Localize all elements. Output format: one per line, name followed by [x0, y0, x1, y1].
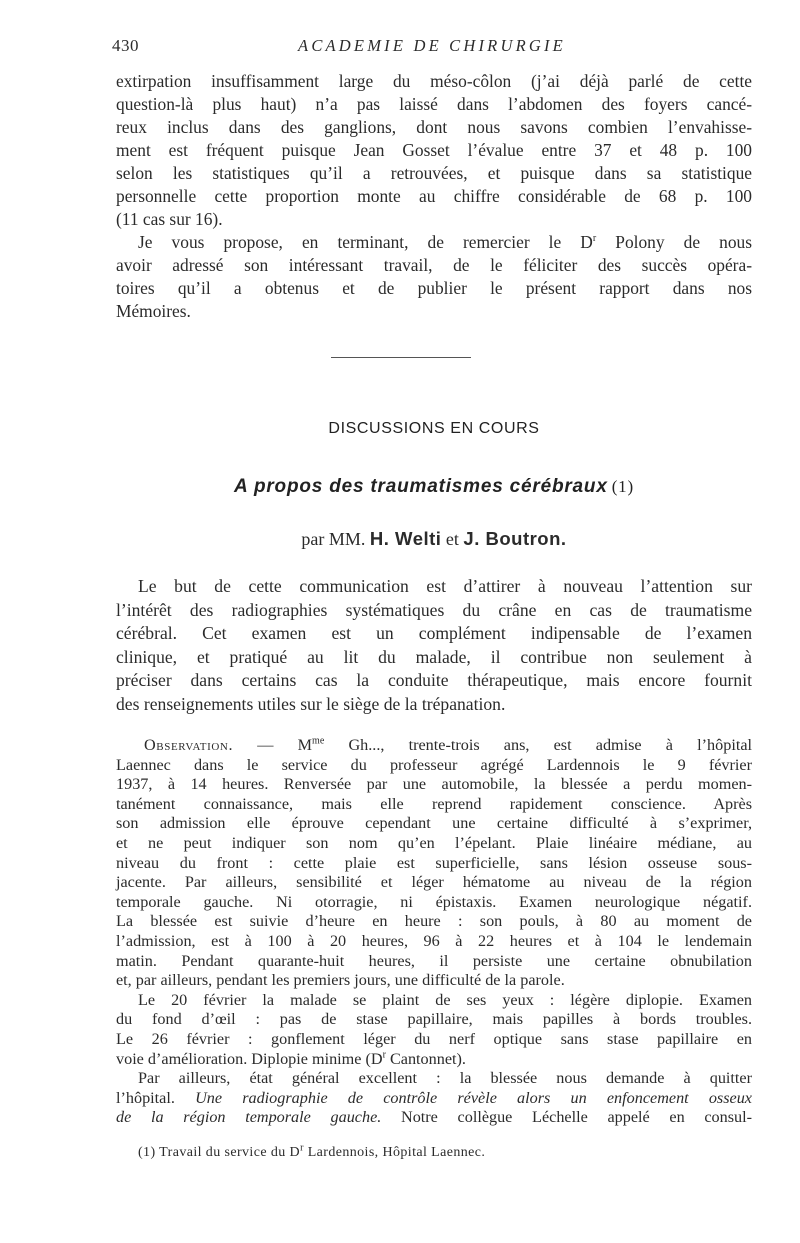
text-line: question-là plus haut) n’a pas laissé dans l’abdomen des foyers cancé- [116, 94, 752, 114]
text-fragment: Gh..., trente-trois ans, est admise à l’hôpital [324, 736, 752, 754]
observation-block [116, 736, 752, 1128]
text-line [116, 1108, 752, 1128]
text-line: niveau du front : cette plaie est superficielle, sans lésion osseuse sous- [116, 853, 752, 872]
text-line: jacente. Par ailleurs, sensibilité et léger hématome au niveau de la région [116, 873, 752, 892]
journal-title: ACADEMIE DE CHIRURGIE [298, 36, 566, 55]
intro-paragraph [116, 575, 752, 716]
text-line: Le 26 février : gonflement léger du nerf optique sans stase papillaire en [116, 1029, 752, 1048]
text-line: extirpation insuffisamment large du méso-côlon (j’ai déjà parlé de cette [116, 71, 752, 91]
text-line: Le 20 février la malade se plaint de ses yeux : légère diplopie. Examen [138, 990, 752, 1009]
text-line: selon les statistiques qu’il a retrouvées, et puisque dans sa statistique [116, 163, 752, 183]
text-line: clinique, et pratiqué au lit du malade, il contribue non seulement à [116, 646, 752, 667]
text-line: l’admission, est à 100 à 20 heures, 96 à 22 heures et à 104 le lendemain [116, 931, 752, 950]
text-line: reux inclus dans des ganglions, dont nous savons combien l’envahisse- [116, 117, 752, 137]
text-line: et ne peut indiquer son nom qu’en l’épelant. Plaie linéaire médiane, au [116, 833, 752, 852]
text-fragment: Lardennois, Hôpital Laennec. [303, 1145, 486, 1160]
text-line: La blessée est suivie d’heure en heure : son pouls, à 80 au moment de [116, 912, 752, 931]
superscript: r [382, 1049, 386, 1061]
closing-paragraph [116, 231, 752, 323]
text-line: tanément connaissance, mais elle reprend rapidement conscience. Après [116, 794, 752, 813]
article-authors [116, 528, 752, 550]
text-line: l’intérêt des radiographies systématiques du crâne en cas de traumatisme [116, 599, 752, 620]
footnote-marker: (1) [611, 477, 634, 496]
observation-paragraph [116, 991, 752, 1069]
article-title [116, 476, 752, 498]
text-line: préciser dans certains cas la conduite thérapeutique, mais encore fournit [116, 670, 752, 690]
text-line: Par ailleurs, état général excellent : la blessée nous demande à quitter [138, 1069, 752, 1088]
intro-block [116, 575, 752, 716]
running-head [112, 36, 752, 58]
text-fragment: Cantonnet). [385, 1049, 466, 1068]
text-line: (11 cas sur 16). [116, 209, 223, 229]
author-name: H. Welti [369, 528, 442, 549]
observation-paragraph [116, 1069, 752, 1128]
superscript: r [300, 1142, 304, 1154]
observation-label: Observation. [144, 736, 234, 754]
section-heading: DISCUSSIONS EN COURS [328, 420, 540, 437]
text-line: 1937, à 14 heures. Renversée par une automobile, la blessée a perdu momen- [116, 775, 752, 794]
text-line: Laennec dans le service du professeur agrégé Lardennois le 9 février [116, 755, 752, 774]
text-fragment: Polony de nous [596, 232, 752, 252]
text-line: des renseignements utiles sur le siège de la trépanation. [116, 693, 506, 714]
text-fragment: l’hôpital. [116, 1088, 196, 1107]
article-title-text: A propos des traumatismes cérébraux [234, 476, 608, 497]
italic-text: de la région temporale gauche. [116, 1108, 382, 1127]
text-line: Mémoires. [116, 301, 191, 321]
text-line [116, 1050, 752, 1070]
text-fragment: voie d’amélioration. Diplopie minime (D [116, 1049, 383, 1068]
author-name: J. Boutron. [463, 528, 567, 549]
authors-prefix: par MM. [301, 529, 366, 549]
text-line: avoir adressé son intéressant travail, de le féliciter des succès opéra- [116, 255, 752, 275]
footnote [138, 1142, 758, 1161]
text-line [116, 1089, 752, 1109]
text-line: Le but de cette communication est d’attirer à nouveau l’attention sur [138, 576, 752, 596]
text-line [116, 736, 752, 756]
text-fragment: — M [233, 736, 313, 754]
page-number: 430 [112, 36, 139, 55]
footnote-marker: (1) [138, 1145, 156, 1160]
text-line: toires qu’il a obtenus et de publier le présent rapport dans nos [116, 278, 752, 298]
text-line: temporale gauche. Ni otorragie, ni épistaxis. Examen neurologique négatif. [116, 892, 752, 911]
text-line: personnelle cette proportion monte au chiffre considérable de 68 p. 100 [116, 186, 752, 206]
authors-joiner: et [445, 529, 459, 549]
text-fragment: Je vous propose, en terminant, de remercier le D [138, 232, 593, 252]
observation-paragraph [116, 736, 752, 991]
section-divider [331, 357, 471, 358]
italic-text: Une radiographie de contrôle révèle alors un enfoncement osseux [195, 1088, 752, 1107]
text-line: matin. Pendant quarante-huit heures, il persiste une certaine obnubilation [116, 951, 752, 970]
previous-article-paragraph [116, 70, 752, 231]
text-line [116, 231, 752, 254]
text-fragment: Notre collègue Léchelle appelé en consul- [381, 1108, 753, 1127]
text-line: cérébral. Cet examen est un complément indipensable de l’examen [116, 623, 752, 643]
text-line: du fond d’œil : pas de stase papillaire, mais papilles à bords troubles. [116, 1010, 752, 1029]
previous-article-ending [116, 70, 752, 323]
text-line: ment est fréquent puisque Jean Gosset l’évalue entre 37 et 48 p. 100 [116, 140, 752, 160]
superscript: r [592, 233, 597, 245]
text-fragment: Travail du service du D [155, 1145, 301, 1160]
superscript: me [312, 735, 325, 747]
text-line: son admission elle éprouve cependant une certaine difficulté à s’exprimer, [116, 814, 752, 833]
text-line: et, par ailleurs, pendant les premiers jours, une difficulté de la parole. [116, 971, 565, 990]
